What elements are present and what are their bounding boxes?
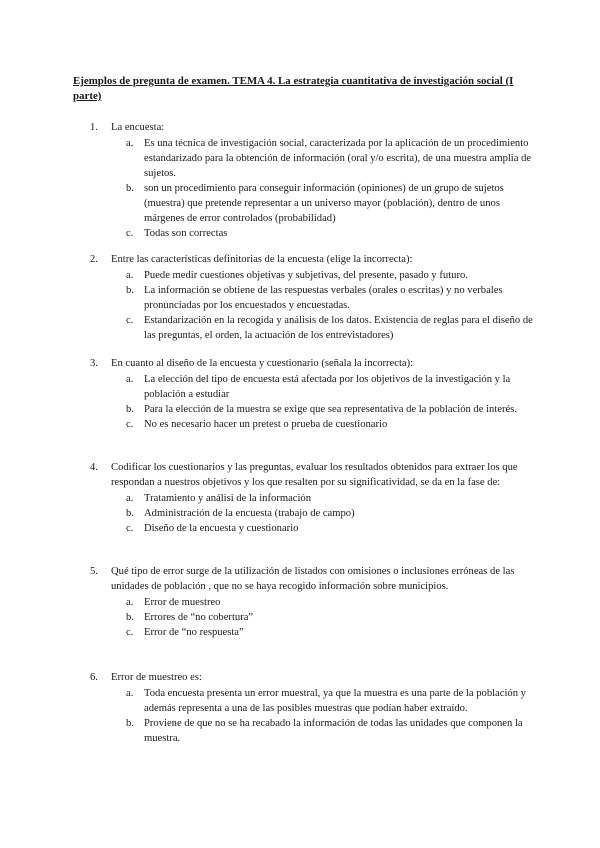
option-text: No es necesario hacer un pretest o prueba de cuestionario [144,419,388,430]
question-number: 4. [90,462,98,473]
option-text: Tratamiento y análisi de la información [144,493,312,504]
option-c [126,226,540,241]
option-text: Errores de “no cobertura” [144,612,254,623]
option-letter: a. [126,138,134,149]
option-b [126,506,540,521]
option-b [126,181,540,226]
option-c [126,521,540,536]
question-number: 2. [90,254,98,265]
option-letter: a. [126,374,134,385]
question-number: 1. [90,122,98,133]
question-text: En cuanto al diseño de la encuesta y cuestionario (señala la incorrecta): [111,358,414,369]
option-letter: a. [126,597,134,608]
option-text: La elección del tipo de encuesta está afectada por los objetivos de la investigación y la población a estudiar [144,374,511,400]
question-number: 6. [90,672,98,683]
option-letter: b. [126,285,134,296]
question-3 [90,356,540,432]
question-text: Qué tipo de error surge de la utilización de listados con omisiones o inclusiones erróneas de las unidades de población , que no se haya recogido información sobre municipios. [111,566,515,592]
option-text: Puede medir cuestiones objetivas y subjetivas, del presente, pasado y futuro. [144,270,468,281]
option-text: Es una técnica de investigación social, caracterizada por la aplicación de un procedimiento estandarizado para la obtención de información (oral y/o escrita), de una muestra amplia de sujetos. [144,138,532,179]
question-2 [90,252,540,343]
option-a [126,686,540,716]
question-text: Codificar los cuestionarios y las preguntas, evaluar los resultados obtenidos para extraer los que respondan a nuestros objetivos y los que resalten por su significatividad, se da en la fase de: [111,462,518,488]
option-letter: a. [126,493,134,504]
option-text: Proviene de que no se ha recabado la información de todas las unidades que componen la muestra. [144,718,523,744]
question-1 [90,120,540,241]
option-text: Estandarización en la recogida y análisis de los datos. Existencia de reglas para el diseño de las preguntas, el orden, la actuación de los entrevistadores) [144,315,533,341]
option-a [126,372,540,402]
document-title: Ejemplos de pregunta de examen. TEMA 4. La estrategia cuantitativa de investigación social (I parte) [73,75,514,102]
option-letter: a. [126,270,134,281]
option-letter: c. [126,627,134,638]
option-text: son un procedimiento para conseguir información (opiniones) de un grupo de sujetos (muestra) que pretende representar a un universo mayor (población), dentro de unos márgenes de error controlados (probabilidad) [144,183,504,224]
option-text: Error de “no respuesta” [144,627,244,638]
question-4 [90,460,540,536]
option-b [126,716,540,746]
question-text: Entre las características definitorias de la encuesta (elige la incorrecta): [111,254,413,265]
option-text: Todas son correctas [144,228,228,239]
option-text: La información se obtiene de las respuestas verbales (orales o escritas) y no verbales pronunciadas por los encuestados y encuestadas. [144,285,503,311]
option-c [126,313,540,343]
option-b [126,283,540,313]
option-c [126,625,540,640]
option-text: Toda encuesta presenta un error muestral, ya que la muestra es una parte de la población y además representa a una de las posibles muestras que podían haber extraído. [144,688,526,714]
option-text: Error de muestreo [144,597,221,608]
option-letter: b. [126,612,134,623]
option-letter: b. [126,404,134,415]
option-b [126,402,540,417]
option-letter: c. [126,419,134,430]
question-text: La encuesta: [111,122,165,133]
option-text: Diseño de la encuesta y cuestionario [144,523,299,534]
question-6 [90,670,540,746]
question-text: Error de muestreo es: [111,672,202,683]
option-letter: c. [126,523,134,534]
question-number: 3. [90,358,98,369]
question-number: 5. [90,566,98,577]
option-a [126,491,540,506]
option-text: Administración de la encuesta (trabajo de campo) [144,508,355,519]
option-b [126,610,540,625]
option-letter: b. [126,183,134,194]
option-letter: b. [126,508,134,519]
option-a [126,595,540,610]
option-c [126,417,540,432]
option-letter: c. [126,315,134,326]
option-a [126,268,540,283]
option-text: Para la elección de la muestra se exige que sea representativa de la población de interés. [144,404,517,415]
question-5 [90,564,540,640]
option-a [126,136,540,181]
option-letter: a. [126,688,134,699]
option-letter: c. [126,228,134,239]
option-letter: b. [126,718,134,729]
